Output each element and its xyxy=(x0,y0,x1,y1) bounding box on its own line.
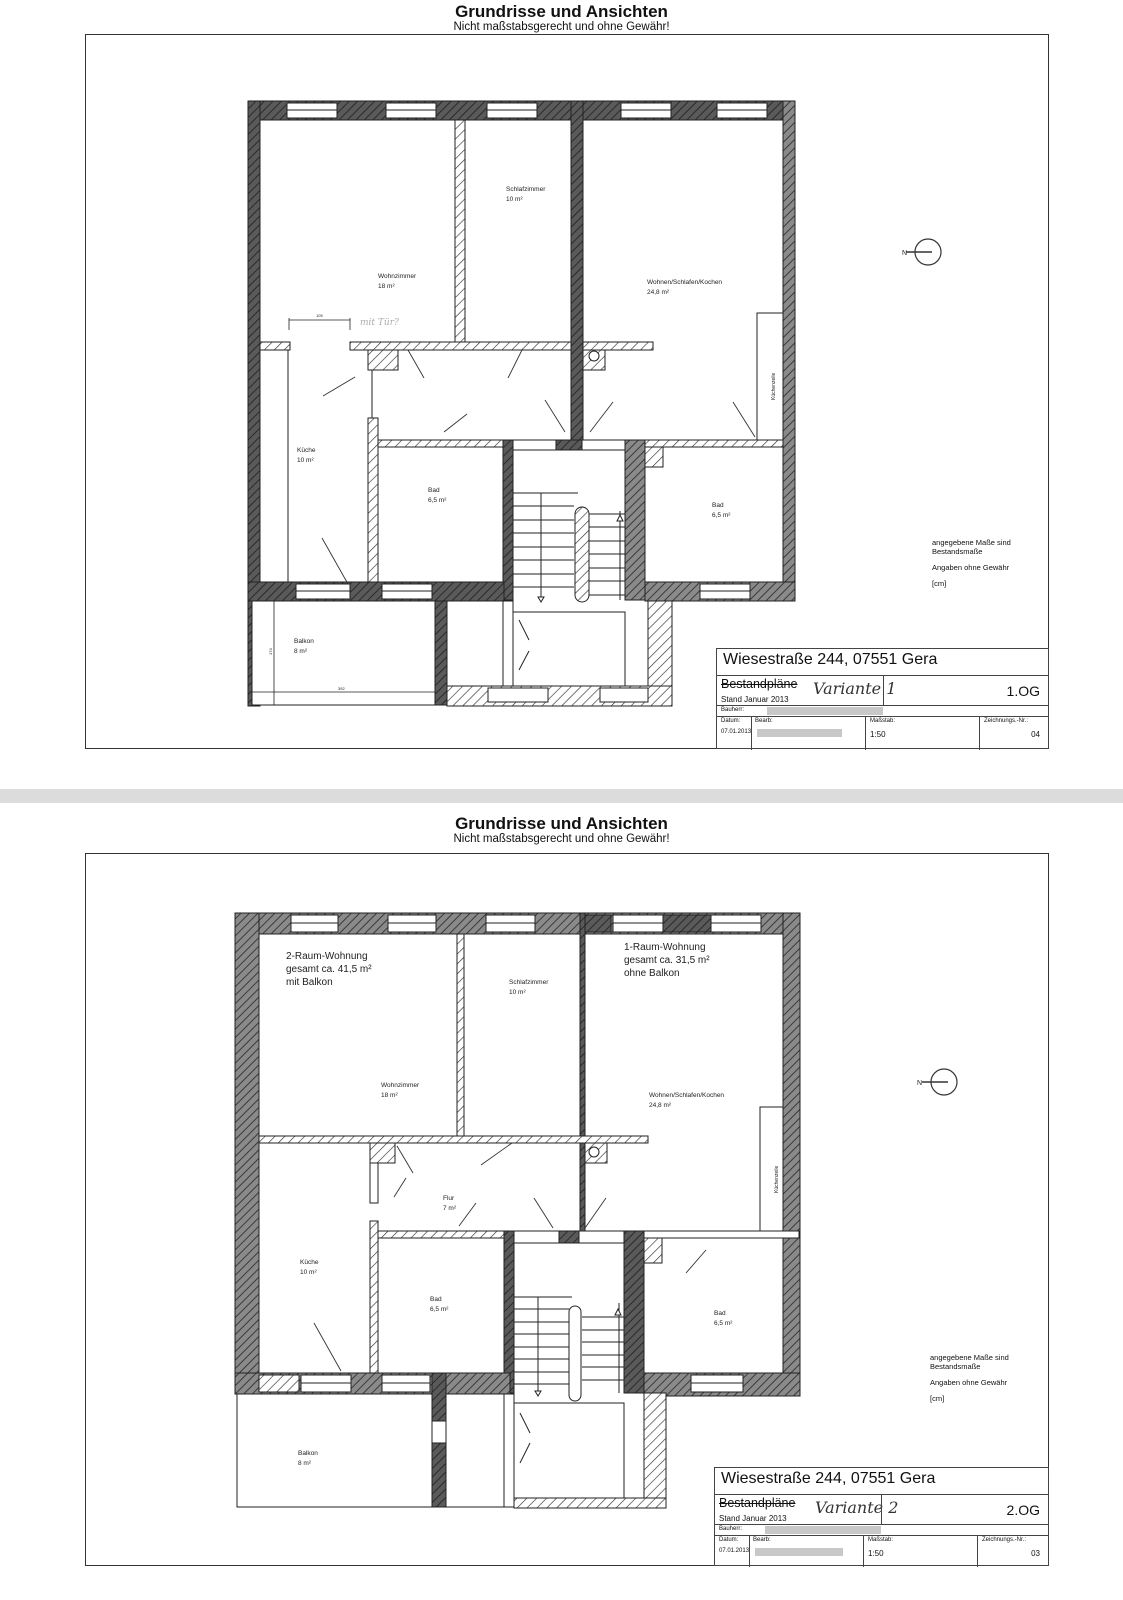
north-arrow-icon xyxy=(917,1069,957,1095)
room-area-bad-right: 6,5 m² xyxy=(714,1320,733,1327)
unit-right-title: 1-Raum-Wohnung xyxy=(624,942,706,953)
datum-label: Datum: xyxy=(721,718,741,724)
legend-line: Angaben ohne Gewähr xyxy=(932,563,1010,572)
room-area-bad-right: 6,5 m² xyxy=(712,512,731,519)
room-label-bad-right: Bad xyxy=(712,502,724,509)
room-label-bad-right: Bad xyxy=(714,1310,726,1317)
redacted-bearb xyxy=(755,1548,843,1556)
unit-right-balcony: ohne Balkon xyxy=(624,968,680,979)
floorplan-sheet-1og xyxy=(0,0,1123,789)
dim-balkon-width: 392 xyxy=(338,686,345,691)
bearb-label: Bearb: xyxy=(753,1537,771,1543)
zeichnung-value: 03 xyxy=(1031,1549,1040,1558)
massstab-value: 1:50 xyxy=(868,1549,884,1558)
zeichnung-value: 04 xyxy=(1031,730,1040,739)
room-label-wohnzimmer: Wohnzimmer xyxy=(378,273,417,280)
room-area-balkon: 8 m² xyxy=(298,1460,311,1467)
bauherr-label: Bauherr: xyxy=(721,707,745,713)
room-label-bad-left: Bad xyxy=(428,487,440,494)
kuechenzeile-label: Küchenzeile xyxy=(774,1165,780,1193)
svg-text:N: N xyxy=(902,250,908,257)
room-area-flur: 7 m² xyxy=(443,1205,456,1212)
sheet-title: Grundrisse und Ansichten xyxy=(455,814,668,833)
floorplan-sheet-2og xyxy=(0,803,1123,1600)
room-area-balkon: 8 m² xyxy=(294,648,307,655)
unit-left-area: gesamt ca. 41,5 m² xyxy=(286,964,372,975)
room-label-bad-left: Bad xyxy=(430,1296,442,1303)
handwritten-variant: Variante 1 xyxy=(813,679,897,698)
room-label-schlafzimmer: Schlafzimmer xyxy=(506,186,546,193)
legend-line: angegebene Maße sind xyxy=(930,1353,1009,1362)
room-label-flur: Flur xyxy=(443,1195,455,1202)
room-area-bad-left: 6,5 m² xyxy=(430,1306,449,1313)
plan-type: Bestandpläne xyxy=(719,1496,796,1510)
legend-unit: [cm] xyxy=(932,579,947,588)
room-label-wohnzimmer: Wohnzimmer xyxy=(381,1082,420,1089)
title-block xyxy=(716,648,1049,749)
room-label-balkon: Balkon xyxy=(294,638,314,645)
room-area-wsk: 24,8 m² xyxy=(647,289,670,296)
handwritten-note: mit Tür? xyxy=(360,318,399,328)
room-area-wohnzimmer: 18 m² xyxy=(381,1092,398,1099)
zeichnung-label: Zeichnungs.-Nr.: xyxy=(982,1537,1027,1543)
room-label-kueche: Küche xyxy=(300,1259,319,1266)
kuechenzeile-label: Küchenzeile xyxy=(771,372,777,400)
legend-line: angegebene Maße sind xyxy=(932,538,1011,547)
room-area-wohnzimmer: 18 m² xyxy=(378,283,395,290)
legend-line: Bestandsmaße xyxy=(932,547,983,556)
room-label-schlafzimmer: Schlafzimmer xyxy=(509,979,549,986)
room-area-schlafzimmer: 10 m² xyxy=(506,196,523,203)
address: Wiesestraße 244, 07551 Gera xyxy=(721,1470,936,1487)
room-area-kueche: 10 m² xyxy=(297,457,314,464)
room-area-wsk: 24,8 m² xyxy=(649,1102,672,1109)
datum-value: 07.01.2013 xyxy=(721,729,752,735)
room-label-balkon: Balkon xyxy=(298,1450,318,1457)
redacted-bearb xyxy=(757,729,842,737)
page-separator xyxy=(0,789,1123,803)
bauherr-label: Bauherr: xyxy=(719,1526,743,1532)
floor-label: 1.OG xyxy=(1006,683,1040,699)
sheet-subtitle: Nicht maßstabsgerecht und ohne Gewähr! xyxy=(453,21,670,33)
massstab-label: Maßstab: xyxy=(870,718,896,724)
datum-value: 07.01.2013 xyxy=(719,1548,750,1554)
legend-note xyxy=(932,538,1011,588)
massstab-label: Maßstab: xyxy=(868,1537,894,1543)
redacted-bauherr xyxy=(765,1526,881,1534)
dim-balkon-depth: 174 xyxy=(268,648,273,655)
legend-line: Angaben ohne Gewähr xyxy=(930,1378,1008,1387)
room-area-schlafzimmer: 10 m² xyxy=(509,989,526,996)
zeichnung-label: Zeichnungs.-Nr.: xyxy=(984,718,1029,724)
floor-label: 2.OG xyxy=(1006,1502,1040,1518)
legend-line: Bestandsmaße xyxy=(930,1362,981,1371)
room-area-kueche: 10 m² xyxy=(300,1269,317,1276)
sheet-title: Grundrisse und Ansichten xyxy=(455,2,668,21)
bearb-label: Bearb: xyxy=(755,718,773,724)
room-label-kueche: Küche xyxy=(297,447,316,454)
unit-left-title: 2-Raum-Wohnung xyxy=(286,951,368,962)
plan-status: Stand Januar 2013 xyxy=(719,1514,787,1523)
room-label-wsk: Wohnen/Schlafen/Kochen xyxy=(647,279,723,286)
dim-top: 105 xyxy=(316,313,323,318)
unit-right-area: gesamt ca. 31,5 m² xyxy=(624,955,710,966)
handwritten-variant: Variante 2 xyxy=(815,1498,899,1517)
plan-type: Bestandpläne xyxy=(721,677,798,691)
datum-label: Datum: xyxy=(719,1537,739,1543)
legend-unit: [cm] xyxy=(930,1394,945,1403)
svg-text:N: N xyxy=(917,1080,923,1087)
legend-note xyxy=(930,1353,1009,1403)
title-block xyxy=(714,1467,1049,1566)
massstab-value: 1:50 xyxy=(870,730,886,739)
room-label-wsk: Wohnen/Schlafen/Kochen xyxy=(649,1092,725,1099)
sheet-subtitle: Nicht maßstabsgerecht und ohne Gewähr! xyxy=(453,833,670,845)
north-arrow-icon xyxy=(902,239,941,265)
plan-status: Stand Januar 2013 xyxy=(721,695,789,704)
address: Wiesestraße 244, 07551 Gera xyxy=(723,651,938,668)
room-area-bad-left: 6,5 m² xyxy=(428,497,447,504)
redacted-bauherr xyxy=(767,707,883,715)
unit-left-balcony: mit Balkon xyxy=(286,977,333,988)
